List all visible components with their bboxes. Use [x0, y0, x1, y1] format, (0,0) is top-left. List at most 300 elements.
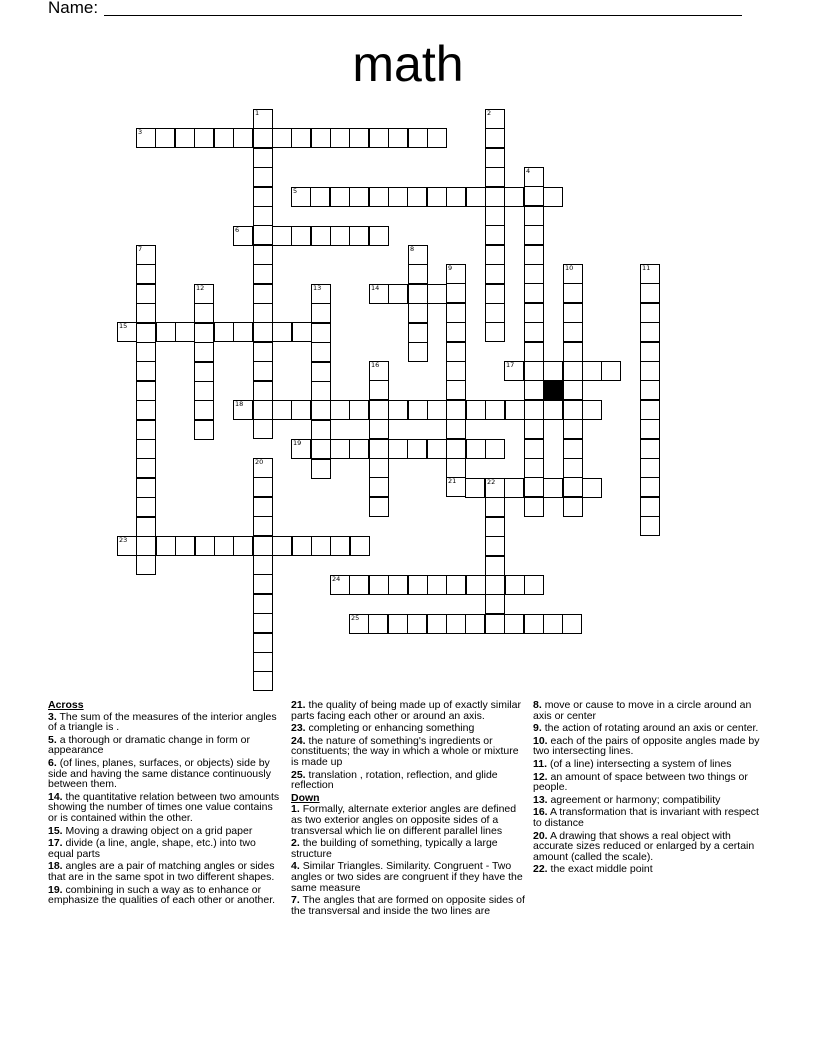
crossword-cell[interactable]: [349, 439, 369, 459]
crossword-cell[interactable]: [253, 284, 273, 304]
crossword-cell[interactable]: [563, 303, 583, 323]
crossword-cell[interactable]: [407, 187, 427, 207]
crossword-cell[interactable]: [563, 419, 583, 439]
crossword-cell[interactable]: [427, 128, 447, 148]
crossword-cell[interactable]: [194, 362, 214, 382]
crossword-cell[interactable]: [446, 283, 466, 303]
crossword-cell[interactable]: [563, 497, 583, 517]
crossword-cell[interactable]: [485, 575, 505, 595]
crossword-cell[interactable]: [369, 187, 389, 207]
crossword-cell[interactable]: [175, 322, 195, 342]
crossword-cell[interactable]: [136, 400, 156, 420]
crossword-cell[interactable]: [253, 322, 273, 342]
crossword-cell[interactable]: [408, 245, 428, 265]
crossword-cell[interactable]: [253, 555, 273, 575]
crossword-cell[interactable]: [640, 516, 660, 536]
crossword-cell[interactable]: [446, 380, 466, 400]
crossword-cell[interactable]: [446, 419, 466, 439]
clue-number: 6: [235, 226, 240, 234]
crossword-cell[interactable]: [408, 303, 428, 323]
crossword-cell[interactable]: [194, 400, 214, 420]
crossword-cell[interactable]: [524, 186, 544, 206]
crossword-cell[interactable]: [524, 575, 544, 595]
crossword-cell[interactable]: [175, 128, 195, 148]
crossword-cell[interactable]: [524, 342, 544, 362]
crossword-cell[interactable]: [485, 536, 505, 556]
crossword-cell[interactable]: [253, 148, 273, 168]
crossword-cell[interactable]: [408, 128, 428, 148]
crossword-cell[interactable]: [253, 497, 273, 517]
crossword-cell[interactable]: [369, 361, 389, 381]
crossword-cell[interactable]: [640, 400, 660, 420]
crossword-cell[interactable]: [253, 477, 273, 497]
crossword-cell[interactable]: [194, 342, 214, 362]
crossword-cell[interactable]: [253, 109, 273, 129]
crossword-cell[interactable]: [485, 400, 505, 420]
crossword-cell[interactable]: [408, 342, 428, 362]
crossword-cell[interactable]: [505, 575, 525, 595]
crossword-cell[interactable]: [485, 497, 505, 517]
crossword-cell[interactable]: [427, 439, 447, 459]
crossword-cell[interactable]: [446, 439, 466, 459]
crossword-cell[interactable]: [524, 225, 544, 245]
clue-number: 11: [642, 264, 651, 272]
crossword-cell[interactable]: [446, 187, 466, 207]
page-title: math: [352, 36, 464, 92]
crossword-cell[interactable]: [640, 264, 660, 284]
crossword-cell[interactable]: [640, 477, 660, 497]
crossword-cell[interactable]: [485, 148, 505, 168]
crossword-cell[interactable]: [253, 458, 273, 478]
crossword-cell[interactable]: [601, 361, 621, 381]
clue-down-20: 20. A drawing that shows a real object with accurate sizes reduced or enlarged by a certain amount (called the scale).: [533, 829, 755, 863]
clue-across-24: 24. the nature of something's ingredients or constituents; the way in which a whole or mixture is made up: [291, 734, 519, 768]
crossword-cell[interactable]: [485, 167, 505, 187]
crossword-cell[interactable]: [485, 439, 505, 459]
crossword-cell[interactable]: [233, 128, 253, 148]
crossword-cell[interactable]: [563, 283, 583, 303]
crossword-cell[interactable]: [466, 187, 486, 207]
crossword-cell[interactable]: [330, 439, 350, 459]
crossword-cell[interactable]: [485, 264, 505, 284]
crossword-cell[interactable]: [330, 400, 350, 420]
crossword-cell[interactable]: [388, 128, 408, 148]
clue-number: 8: [410, 245, 415, 253]
clue-number: 12: [196, 284, 205, 292]
clue-down-9: 9. the action of rotating around an axis or center.: [533, 722, 759, 735]
clues-column-3: [533, 700, 767, 877]
crossword-cell[interactable]: [524, 322, 544, 342]
clue-number: 17: [506, 361, 515, 369]
clue-number: 22: [487, 478, 496, 486]
clues-column-2: [291, 700, 525, 918]
crossword-cell[interactable]: [253, 536, 273, 556]
crossword-cell[interactable]: [311, 400, 331, 420]
crossword-cell[interactable]: [369, 439, 389, 459]
crossword-cell[interactable]: [582, 400, 602, 420]
crossword-cell[interactable]: [465, 614, 485, 634]
crossword-cell[interactable]: [253, 264, 273, 284]
crossword-cell[interactable]: [272, 128, 292, 148]
crossword-cell[interactable]: [175, 536, 195, 556]
crossword-cell[interactable]: [640, 380, 660, 400]
crossword-cell[interactable]: [194, 128, 214, 148]
crossword-cell[interactable]: [272, 400, 292, 420]
crossword-cell[interactable]: [446, 575, 466, 595]
crossword-cell[interactable]: [136, 381, 156, 401]
crossword-cell[interactable]: [524, 245, 544, 265]
crossword-cell[interactable]: [543, 361, 563, 381]
crossword-cell[interactable]: [136, 128, 156, 148]
crossword-cell[interactable]: [233, 322, 253, 342]
crossword-cell[interactable]: [563, 380, 583, 400]
crossword-cell[interactable]: [330, 536, 350, 556]
crossword-cell[interactable]: [253, 225, 273, 245]
crossword-cell[interactable]: [407, 439, 427, 459]
crossword-cell[interactable]: [582, 361, 602, 381]
crossword-cell[interactable]: [311, 128, 331, 148]
crossword-cell[interactable]: [253, 206, 273, 226]
clue-number: 21: [448, 477, 457, 485]
crossword-cell[interactable]: [485, 284, 505, 304]
crossword-cell[interactable]: [369, 497, 389, 517]
crossword-cell[interactable]: [446, 400, 466, 420]
crossword-cell[interactable]: [543, 400, 563, 420]
crossword-cell[interactable]: [427, 614, 447, 634]
crossword-cell[interactable]: [524, 400, 544, 420]
clue-number: 7: [138, 245, 143, 253]
crossword-cell[interactable]: [640, 303, 660, 323]
crossword-cell[interactable]: [136, 342, 156, 362]
crossword-cell[interactable]: [117, 322, 137, 342]
crossword-cell[interactable]: [369, 284, 389, 304]
crossword-cell[interactable]: [388, 614, 408, 634]
crossword-cell[interactable]: [136, 555, 156, 575]
crossword-cell[interactable]: [349, 400, 369, 420]
crossword-cell[interactable]: [640, 322, 660, 342]
crossword-cell[interactable]: [504, 361, 524, 381]
blocked-cell: [543, 380, 563, 400]
crossword-cell[interactable]: [485, 594, 505, 614]
crossword-cell[interactable]: [156, 536, 176, 556]
crossword-cell[interactable]: [136, 478, 156, 498]
clue-across-3: 3. The sum of the measures of the interior angles of a triangle is .: [48, 710, 277, 734]
clue-across-21: 21. the quality of being made up of exactly similar parts facing each other or around an axis.: [291, 699, 521, 722]
crossword-cell[interactable]: [253, 167, 273, 187]
crossword-cell[interactable]: [311, 536, 331, 556]
crossword-cell[interactable]: [369, 380, 389, 400]
crossword-cell[interactable]: [311, 381, 331, 401]
crossword-cell[interactable]: [349, 226, 369, 246]
crossword-cell[interactable]: [485, 517, 505, 537]
clue-number: 2: [487, 109, 492, 117]
crossword-cell[interactable]: [194, 323, 214, 343]
crossword-cell[interactable]: [485, 109, 505, 129]
crossword-cell[interactable]: [291, 128, 311, 148]
crossword-cell[interactable]: [485, 128, 505, 148]
clue-number: 23: [119, 536, 128, 544]
crossword-cell[interactable]: [485, 478, 505, 498]
crossword-cell[interactable]: [253, 594, 273, 614]
crossword-cell[interactable]: [253, 342, 273, 362]
crossword-cell[interactable]: [504, 614, 524, 634]
crossword-cell[interactable]: [369, 458, 389, 478]
crossword-cell[interactable]: [330, 226, 350, 246]
crossword-cell[interactable]: [485, 322, 505, 342]
clue-across-18: 18. angles are a pair of matching angles or sides that are in the same spot in two different shapes.: [48, 860, 275, 883]
crossword-cell[interactable]: [369, 419, 389, 439]
clue-down-4: 4. Similar Triangles. Similarity. Congruent - Two angles or two sides are congruent if they have the same measure: [291, 860, 523, 894]
clue-number: 18: [235, 400, 244, 408]
crossword-cell[interactable]: [485, 187, 505, 207]
crossword-cell[interactable]: [368, 614, 388, 634]
crossword-cell[interactable]: [194, 303, 214, 323]
crossword-cell[interactable]: [136, 303, 156, 323]
crossword-cell[interactable]: [253, 245, 273, 265]
crossword-cell[interactable]: [253, 671, 273, 691]
crossword-cell[interactable]: [504, 478, 524, 498]
crossword-cell[interactable]: [155, 128, 175, 148]
crossword-cell[interactable]: [388, 187, 408, 207]
crossword-cell[interactable]: [272, 536, 292, 556]
crossword-cell[interactable]: [311, 459, 331, 479]
crossword-cell[interactable]: [524, 458, 544, 478]
crossword-cell[interactable]: [349, 575, 369, 595]
crossword-cell[interactable]: [349, 128, 369, 148]
crossword-cell[interactable]: [427, 575, 447, 595]
crossword-cell[interactable]: [485, 556, 505, 576]
crossword-cell[interactable]: [524, 206, 544, 226]
crossword-cell[interactable]: [563, 477, 583, 497]
crossword-cell[interactable]: [253, 516, 273, 536]
crossword-cell[interactable]: [408, 400, 428, 420]
crossword-cell[interactable]: [253, 128, 273, 148]
crossword-cell[interactable]: [485, 225, 505, 245]
crossword-cell[interactable]: [640, 497, 660, 517]
crossword-cell[interactable]: [408, 284, 428, 304]
crossword-cell[interactable]: [582, 478, 602, 498]
crossword-cell[interactable]: [253, 419, 273, 439]
crossword-cell[interactable]: [272, 322, 292, 342]
crossword-cell[interactable]: [640, 283, 660, 303]
clue-across-14: 14. the quantitative relation between two amounts showing the number of times one value contains or is contained within the other.: [48, 790, 280, 824]
crossword-cell[interactable]: [214, 322, 234, 342]
clue-across-5: 5. a thorough or dramatic change in form or appearance: [48, 733, 250, 757]
crossword-cell[interactable]: [117, 536, 137, 556]
crossword-cell[interactable]: [427, 187, 447, 207]
crossword-cell[interactable]: [446, 303, 466, 323]
crossword-cell[interactable]: [233, 400, 253, 420]
crossword-cell[interactable]: [543, 187, 563, 207]
crossword-cell[interactable]: [311, 303, 331, 323]
crossword-cell[interactable]: [466, 400, 486, 420]
crossword-cell[interactable]: [524, 167, 544, 187]
crossword-cell[interactable]: [253, 633, 273, 653]
crossword-cell[interactable]: [194, 284, 214, 304]
crossword-cell[interactable]: [311, 226, 331, 246]
clue-across-6: 6. (of lines, planes, surfaces, or objects) side by side and having the same distance continuously between them.: [48, 756, 271, 791]
crossword-cell[interactable]: [291, 226, 311, 246]
crossword-cell[interactable]: [291, 187, 311, 207]
crossword-cell[interactable]: [233, 536, 253, 556]
crossword-cell[interactable]: [272, 226, 292, 246]
crossword-cell[interactable]: [136, 439, 156, 459]
crossword-cell[interactable]: [369, 128, 389, 148]
crossword-cell[interactable]: [446, 477, 466, 497]
crossword-cell[interactable]: [136, 420, 156, 440]
crossword-cell[interactable]: [427, 284, 447, 304]
crossword-cell[interactable]: [369, 400, 389, 420]
crossword-cell[interactable]: [136, 458, 156, 478]
crossword-cell[interactable]: [524, 419, 544, 439]
crossword-cell[interactable]: [311, 284, 331, 304]
crossword-cell[interactable]: [524, 283, 544, 303]
crossword-cell[interactable]: [446, 458, 466, 478]
crossword-cell[interactable]: [563, 361, 583, 381]
crossword-cell[interactable]: [408, 575, 428, 595]
crossword-cell[interactable]: [388, 439, 408, 459]
crossword-cell[interactable]: [446, 614, 466, 634]
clue-number: 15: [119, 322, 128, 330]
crossword-cell[interactable]: [524, 477, 544, 497]
crossword-cell[interactable]: [466, 575, 486, 595]
clue-across-15: 15. Moving a drawing object on a grid paper: [48, 824, 253, 837]
crossword-cell[interactable]: [253, 361, 273, 381]
crossword-cell[interactable]: [543, 478, 563, 498]
across-heading: Across: [48, 699, 84, 711]
crossword-cell[interactable]: [640, 342, 660, 362]
crossword-cell[interactable]: [291, 439, 311, 459]
crossword-cell[interactable]: [291, 400, 311, 420]
crossword-cell[interactable]: [253, 652, 273, 672]
crossword-cell[interactable]: [311, 342, 331, 362]
crossword-cell[interactable]: [311, 420, 331, 440]
crossword-cell[interactable]: [504, 187, 524, 207]
crossword-cell[interactable]: [292, 322, 312, 342]
crossword-cell[interactable]: [136, 245, 156, 265]
crossword-cell[interactable]: [369, 575, 389, 595]
clue-down-12: 12. an amount of space between two things or people.: [533, 770, 748, 794]
clue-number: 16: [371, 361, 380, 369]
crossword-cell[interactable]: [214, 128, 234, 148]
crossword-cell[interactable]: [408, 264, 428, 284]
crossword-cell[interactable]: [330, 128, 350, 148]
crossword-cell[interactable]: [563, 439, 583, 459]
crossword-cell[interactable]: [350, 536, 370, 556]
crossword-cell[interactable]: [562, 614, 582, 634]
crossword-cell[interactable]: [524, 361, 544, 381]
crossword-cell[interactable]: [214, 536, 234, 556]
crossword-cell[interactable]: [524, 439, 544, 459]
clue-number: 9: [448, 264, 453, 272]
crossword-cell[interactable]: [408, 323, 428, 343]
clue-down-8: 8. move or cause to move in a circle around an axis or center: [533, 699, 752, 722]
crossword-cell[interactable]: [446, 342, 466, 362]
crossword-cell[interactable]: [195, 536, 215, 556]
crossword-cell[interactable]: [446, 322, 466, 342]
down-heading: Down: [291, 791, 320, 804]
crossword-cell[interactable]: [640, 458, 660, 478]
crossword-cell[interactable]: [136, 264, 156, 284]
crossword-cell[interactable]: [136, 361, 156, 381]
crossword-cell[interactable]: [388, 400, 408, 420]
crossword-cell[interactable]: [563, 322, 583, 342]
crossword-cell[interactable]: [253, 381, 273, 401]
crossword-cell[interactable]: [388, 284, 408, 304]
crossword-cell[interactable]: [349, 614, 369, 634]
crossword-cell[interactable]: [563, 458, 583, 478]
crossword-cell[interactable]: [136, 284, 156, 304]
crossword-cell[interactable]: [563, 400, 583, 420]
crossword-cell[interactable]: [369, 477, 389, 497]
crossword-cell[interactable]: [194, 420, 214, 440]
crossword-cell[interactable]: [136, 536, 156, 556]
crossword-cell[interactable]: [485, 303, 505, 323]
crossword-cell[interactable]: [524, 264, 544, 284]
crossword-cell[interactable]: [524, 614, 544, 634]
crossword-cell[interactable]: [369, 226, 389, 246]
crossword-cell[interactable]: [543, 614, 563, 634]
clue-down-1: 1. Formally, alternate exterior angles are defined as two exterior angles on opposite sides of a transversal which lie on different parallel lines: [291, 803, 517, 837]
crossword-cell[interactable]: [136, 323, 156, 343]
crossword-cell[interactable]: [485, 206, 505, 226]
crossword-cell[interactable]: [524, 380, 544, 400]
clue-down-13: 13. agreement or harmony; compatibility: [533, 793, 721, 806]
crossword-cell[interactable]: [388, 575, 408, 595]
crossword-cell[interactable]: [310, 187, 330, 207]
crossword-cell[interactable]: [253, 187, 273, 207]
clue-number: 24: [332, 575, 341, 583]
crossword-cell[interactable]: [330, 187, 350, 207]
crossword-cell[interactable]: [407, 614, 427, 634]
crossword-cell[interactable]: [311, 323, 331, 343]
crossword-cell[interactable]: [330, 575, 350, 595]
crossword-cell[interactable]: [563, 342, 583, 362]
crossword-cell[interactable]: [640, 419, 660, 439]
crossword-cell[interactable]: [427, 400, 447, 420]
crossword-cell[interactable]: [466, 439, 486, 459]
crossword-cell[interactable]: [311, 362, 331, 382]
crossword-cell[interactable]: [136, 497, 156, 517]
crossword-cell[interactable]: [292, 536, 312, 556]
crossword-cell[interactable]: [194, 381, 214, 401]
crossword-cell[interactable]: [349, 187, 369, 207]
clue-across-19: 19. combining in such a way as to enhance or emphasize the qualities of each other or another.: [48, 883, 276, 907]
clue-down-2: 2. the building of something, typically a large structure: [291, 837, 498, 860]
crossword-cell[interactable]: [563, 264, 583, 284]
crossword-cell[interactable]: [505, 400, 525, 420]
crossword-cell[interactable]: [253, 303, 273, 323]
crossword-cell[interactable]: [233, 226, 253, 246]
crossword-cell[interactable]: [253, 574, 273, 594]
crossword-cell[interactable]: [524, 303, 544, 323]
crossword-cell[interactable]: [446, 264, 466, 284]
crossword-cell[interactable]: [253, 613, 273, 633]
crossword-cell[interactable]: [253, 400, 273, 420]
crossword-cell[interactable]: [640, 439, 660, 459]
crossword-cell[interactable]: [485, 245, 505, 265]
clue-down-7: 7. The angles that are formed on opposite sides of the transversal and inside the two lines are: [291, 894, 525, 917]
crossword-cell[interactable]: [446, 361, 466, 381]
crossword-cell[interactable]: [640, 361, 660, 381]
crossword-cell[interactable]: [465, 478, 485, 498]
crossword-cell[interactable]: [524, 497, 544, 517]
crossword-cell[interactable]: [156, 322, 176, 342]
crossword-cell[interactable]: [136, 517, 156, 537]
clue-across-23: 23. completing or enhancing something: [291, 722, 475, 735]
crossword-cell[interactable]: [311, 439, 331, 459]
crossword-cell[interactable]: [485, 614, 505, 634]
